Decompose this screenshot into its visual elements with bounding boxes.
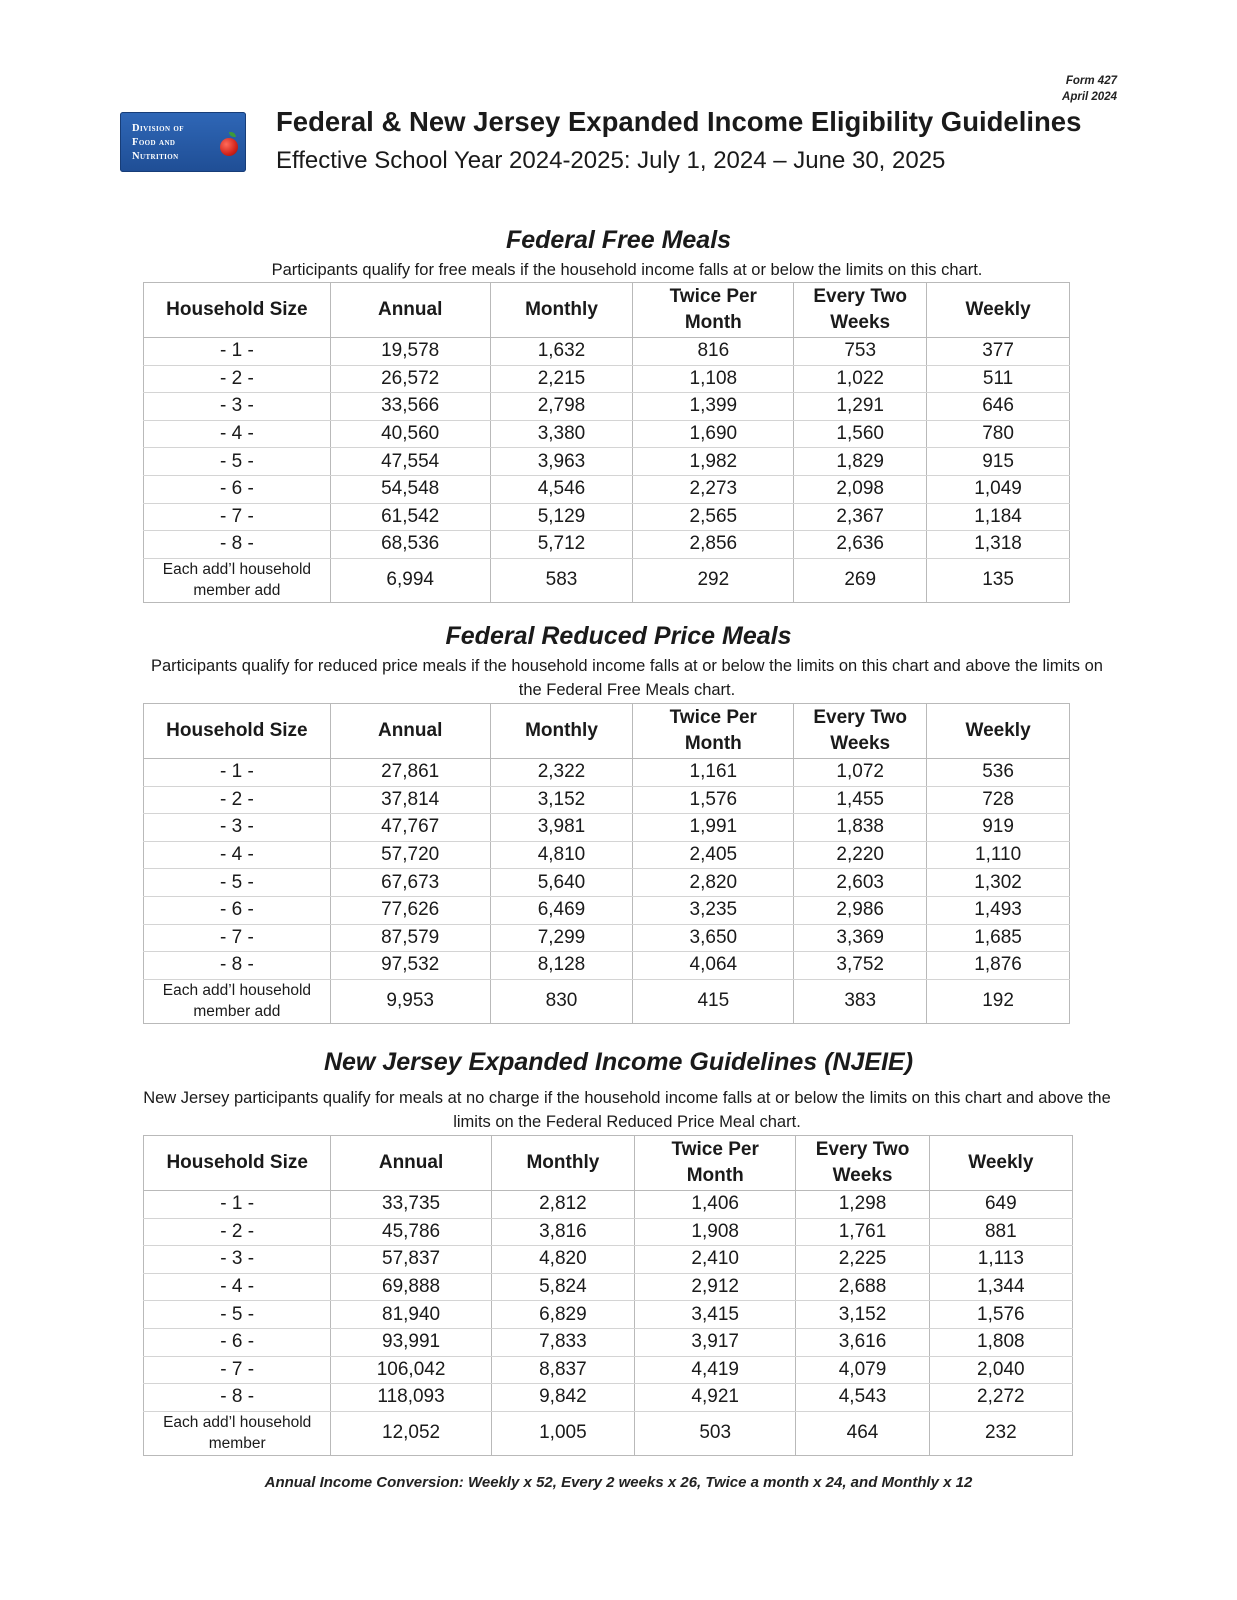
table-cell: 728	[927, 786, 1070, 814]
section-description-free-meals: Participants qualify for free meals if the household income falls at or below the limits on this chart.	[271, 261, 983, 279]
table-row	[144, 1246, 1073, 1274]
table-cell: 1,761	[796, 1218, 929, 1246]
column-header: Every Two Weeks	[794, 704, 927, 759]
table-cell: 464	[796, 1411, 929, 1455]
table-row	[144, 1384, 1073, 1412]
table-cell: - 8 -	[144, 531, 331, 559]
table-cell: 4,921	[635, 1384, 796, 1412]
table-cell: - 8 -	[144, 1384, 331, 1412]
table-cell: 1,406	[635, 1191, 796, 1219]
table-cell: 2,410	[635, 1246, 796, 1274]
table-cell: 2,688	[796, 1273, 929, 1301]
table-cell: 1,072	[794, 759, 927, 787]
table-cell: 1,302	[927, 869, 1070, 897]
table-row	[144, 448, 1070, 476]
table-cell: 649	[929, 1191, 1072, 1219]
table-cell: 77,626	[330, 896, 490, 924]
column-header: Annual	[330, 704, 490, 759]
form-number: Form 427	[1065, 75, 1117, 87]
table-cell: 4,546	[490, 475, 633, 503]
table-cell: 583	[490, 558, 633, 602]
table-cell: - 1 -	[144, 338, 331, 366]
table-cell: 1,690	[633, 420, 794, 448]
additional-member-label: Each add’l household member add	[144, 558, 331, 602]
column-header: Annual	[331, 1136, 491, 1191]
table-cell: - 6 -	[144, 475, 331, 503]
table-cell: 57,720	[330, 841, 490, 869]
table-cell: 9,842	[491, 1384, 634, 1412]
table-cell: 2,040	[929, 1356, 1072, 1384]
table-cell: 1,113	[929, 1246, 1072, 1274]
table-cell: 415	[633, 979, 794, 1023]
table-cell: 2,565	[633, 503, 794, 531]
free-meals-table	[143, 282, 1070, 603]
table-cell: - 1 -	[144, 1191, 331, 1219]
apple-leaf-icon	[229, 132, 236, 137]
table-cell: 2,220	[794, 841, 927, 869]
table-cell: 2,098	[794, 475, 927, 503]
table-row	[144, 1328, 1073, 1356]
table-row	[144, 841, 1070, 869]
table-cell: 1,161	[633, 759, 794, 787]
table-cell: - 5 -	[144, 1301, 331, 1329]
table-cell: 2,820	[633, 869, 794, 897]
table-cell: 232	[929, 1411, 1072, 1455]
table-cell: 383	[794, 979, 927, 1023]
table-cell: 2,812	[491, 1191, 634, 1219]
table-cell: 2,272	[929, 1384, 1072, 1412]
table-cell: 3,816	[491, 1218, 634, 1246]
table-cell: 1,991	[633, 814, 794, 842]
table-cell: 47,767	[330, 814, 490, 842]
table-cell: 81,940	[331, 1301, 491, 1329]
table-cell: - 5 -	[144, 448, 331, 476]
column-header: Monthly	[490, 283, 633, 338]
table-cell: - 4 -	[144, 1273, 331, 1301]
form-info	[1062, 73, 1117, 105]
table-cell: 192	[927, 979, 1070, 1023]
table-cell: 1,344	[929, 1273, 1072, 1301]
table-cell: 2,912	[635, 1273, 796, 1301]
table-header-row	[144, 704, 1070, 759]
table-cell: 2,603	[794, 869, 927, 897]
form-date: April 2024	[1062, 91, 1117, 103]
table-cell: 4,810	[490, 841, 633, 869]
table-row	[144, 1218, 1073, 1246]
table-row	[144, 1273, 1073, 1301]
table-cell: - 2 -	[144, 365, 331, 393]
table-cell: 2,986	[794, 896, 927, 924]
table-cell: 511	[927, 365, 1070, 393]
table-cell: 5,640	[490, 869, 633, 897]
table-row	[144, 475, 1070, 503]
table-cell: 1,560	[794, 420, 927, 448]
table-cell: 2,225	[796, 1246, 929, 1274]
table-cell: - 1 -	[144, 759, 331, 787]
table-cell: 19,578	[330, 338, 490, 366]
table-cell: - 4 -	[144, 841, 331, 869]
table-cell: 3,415	[635, 1301, 796, 1329]
division-logo	[120, 112, 246, 172]
table-cell: 4,543	[796, 1384, 929, 1412]
table-cell: 1,184	[927, 503, 1070, 531]
page-title: Federal & New Jersey Expanded Income Eligibility Guidelines	[276, 106, 1082, 137]
table-row	[144, 338, 1070, 366]
table-cell: 3,917	[635, 1328, 796, 1356]
section-title-reduced-price-meals: Federal Reduced Price Meals	[445, 622, 792, 650]
table-cell: 47,554	[330, 448, 490, 476]
table-cell: 93,991	[331, 1328, 491, 1356]
table-cell: 1,049	[927, 475, 1070, 503]
table-cell: 5,824	[491, 1273, 634, 1301]
table-cell: 1,685	[927, 924, 1070, 952]
table-cell: - 4 -	[144, 420, 331, 448]
table-header-row	[144, 283, 1070, 338]
table-row	[144, 531, 1070, 559]
table-cell: 97,532	[330, 952, 490, 980]
table-cell: - 3 -	[144, 393, 331, 421]
column-header: Household Size	[144, 1136, 331, 1191]
table-row	[144, 786, 1070, 814]
table-cell: 919	[927, 814, 1070, 842]
table-cell: 37,814	[330, 786, 490, 814]
table-cell: 2,273	[633, 475, 794, 503]
table-cell: 1,493	[927, 896, 1070, 924]
table-cell: 753	[794, 338, 927, 366]
table-cell: - 6 -	[144, 896, 331, 924]
table-cell: 3,380	[490, 420, 633, 448]
annual-income-conversion-note: Annual Income Conversion: Weekly x 52, Every 2 weeks x 26, Twice a month x 24, and Monthly x 12	[264, 1474, 973, 1491]
table-cell: 1,876	[927, 952, 1070, 980]
column-header: Twice Per Month	[635, 1136, 796, 1191]
table-row	[144, 503, 1070, 531]
additional-member-label: Each add’l household member add	[144, 979, 331, 1023]
table-cell: 3,235	[633, 896, 794, 924]
table-cell: 5,712	[490, 531, 633, 559]
table-cell: 1,298	[796, 1191, 929, 1219]
table-cell: 33,566	[330, 393, 490, 421]
table-cell: 780	[927, 420, 1070, 448]
table-row	[144, 1301, 1073, 1329]
table-cell: 5,129	[490, 503, 633, 531]
table-row	[144, 924, 1070, 952]
table-cell: 1,318	[927, 531, 1070, 559]
table-cell: 1,576	[633, 786, 794, 814]
table-cell: 2,322	[490, 759, 633, 787]
table-cell: 61,542	[330, 503, 490, 531]
table-cell: - 7 -	[144, 1356, 331, 1384]
table-cell: 2,405	[633, 841, 794, 869]
table-cell: 3,152	[490, 786, 633, 814]
table-cell: 1,005	[491, 1411, 634, 1455]
table-cell: 118,093	[331, 1384, 491, 1412]
table-cell: 1,808	[929, 1328, 1072, 1356]
table-cell: - 2 -	[144, 1218, 331, 1246]
table-cell: 377	[927, 338, 1070, 366]
table-cell: 3,752	[794, 952, 927, 980]
table-cell: 135	[927, 558, 1070, 602]
additional-member-row	[144, 979, 1070, 1023]
column-header: Every Two Weeks	[796, 1136, 929, 1191]
column-header: Twice Per Month	[633, 704, 794, 759]
table-cell: 4,079	[796, 1356, 929, 1384]
table-row	[144, 1356, 1073, 1384]
table-row	[144, 759, 1070, 787]
column-header: Weekly	[927, 704, 1070, 759]
njeie-table	[143, 1135, 1073, 1456]
table-cell: 1,908	[635, 1218, 796, 1246]
table-cell: 4,419	[635, 1356, 796, 1384]
table-cell: 3,369	[794, 924, 927, 952]
table-cell: 2,636	[794, 531, 927, 559]
page-subtitle: Effective School Year 2024-2025: July 1, 2024 – June 30, 2025	[276, 147, 946, 174]
table-cell: 4,820	[491, 1246, 634, 1274]
table-cell: 6,469	[490, 896, 633, 924]
column-header: Monthly	[490, 704, 633, 759]
table-cell: 67,673	[330, 869, 490, 897]
column-header: Twice Per Month	[633, 283, 794, 338]
table-cell: 3,963	[490, 448, 633, 476]
table-cell: 1,838	[794, 814, 927, 842]
table-cell: 27,861	[330, 759, 490, 787]
table-cell: 1,982	[633, 448, 794, 476]
table-cell: 269	[794, 558, 927, 602]
additional-member-label: Each add’l household member	[144, 1411, 331, 1455]
table-cell: - 7 -	[144, 924, 331, 952]
table-cell: 830	[490, 979, 633, 1023]
table-header-row	[144, 1136, 1073, 1191]
table-cell: - 8 -	[144, 952, 331, 980]
table-row	[144, 814, 1070, 842]
table-cell: 1,022	[794, 365, 927, 393]
table-cell: 9,953	[330, 979, 490, 1023]
table-cell: 26,572	[330, 365, 490, 393]
table-cell: - 2 -	[144, 786, 331, 814]
section-title-njeie: New Jersey Expanded Income Guidelines (NJEIE)	[323, 1048, 914, 1076]
table-cell: 40,560	[330, 420, 490, 448]
table-cell: 7,299	[490, 924, 633, 952]
table-cell: 1,399	[633, 393, 794, 421]
column-header: Monthly	[491, 1136, 634, 1191]
apple-icon	[220, 138, 238, 156]
table-cell: 45,786	[331, 1218, 491, 1246]
table-cell: 1,455	[794, 786, 927, 814]
table-cell: 54,548	[330, 475, 490, 503]
table-row	[144, 420, 1070, 448]
table-row	[144, 896, 1070, 924]
table-cell: 12,052	[331, 1411, 491, 1455]
column-header: Household Size	[144, 704, 331, 759]
table-cell: 3,650	[633, 924, 794, 952]
table-cell: 292	[633, 558, 794, 602]
table-cell: - 7 -	[144, 503, 331, 531]
table-cell: 3,616	[796, 1328, 929, 1356]
column-header: Every Two Weeks	[794, 283, 927, 338]
table-cell: 8,837	[491, 1356, 634, 1384]
table-cell: - 6 -	[144, 1328, 331, 1356]
logo-text: Division of Food and Nutrition	[132, 123, 184, 162]
table-cell: 33,735	[331, 1191, 491, 1219]
table-cell: 2,856	[633, 531, 794, 559]
table-cell: 2,798	[490, 393, 633, 421]
table-cell: 6,994	[330, 558, 490, 602]
section-title-free-meals: Federal Free Meals	[505, 226, 732, 254]
table-row	[144, 869, 1070, 897]
column-header: Household Size	[144, 283, 331, 338]
table-cell: 881	[929, 1218, 1072, 1246]
table-cell: 6,829	[491, 1301, 634, 1329]
section-description-njeie: New Jersey participants qualify for meals at no charge if the household income falls at or below the limits on this chart and above the limits on the Federal Reduced Price Meal chart.	[143, 1089, 1111, 1131]
table-cell: 1,632	[490, 338, 633, 366]
table-cell: 57,837	[331, 1246, 491, 1274]
table-cell: 69,888	[331, 1273, 491, 1301]
table-cell: 1,291	[794, 393, 927, 421]
table-row	[144, 393, 1070, 421]
table-cell: 3,152	[796, 1301, 929, 1329]
table-cell: 3,981	[490, 814, 633, 842]
table-row	[144, 952, 1070, 980]
table-cell: - 3 -	[144, 1246, 331, 1274]
table-cell: 8,128	[490, 952, 633, 980]
table-cell: 1,829	[794, 448, 927, 476]
table-cell: - 5 -	[144, 869, 331, 897]
table-cell: 106,042	[331, 1356, 491, 1384]
column-header: Annual	[330, 283, 490, 338]
table-row	[144, 365, 1070, 393]
column-header: Weekly	[927, 283, 1070, 338]
table-row	[144, 1191, 1073, 1219]
table-cell: 2,367	[794, 503, 927, 531]
table-cell: 646	[927, 393, 1070, 421]
table-cell: 7,833	[491, 1328, 634, 1356]
table-cell: 536	[927, 759, 1070, 787]
table-cell: 1,108	[633, 365, 794, 393]
additional-member-row	[144, 1411, 1073, 1455]
section-description-reduced-price-meals: Participants qualify for reduced price meals if the household income falls at or below the limits on this chart and above the limits on the Federal Free Meals chart.	[151, 657, 1103, 699]
table-cell: 1,110	[927, 841, 1070, 869]
table-cell: 68,536	[330, 531, 490, 559]
table-cell: 2,215	[490, 365, 633, 393]
table-cell: 503	[635, 1411, 796, 1455]
table-cell: 4,064	[633, 952, 794, 980]
table-cell: - 3 -	[144, 814, 331, 842]
column-header: Weekly	[929, 1136, 1072, 1191]
table-cell: 87,579	[330, 924, 490, 952]
table-cell: 816	[633, 338, 794, 366]
table-cell: 1,576	[929, 1301, 1072, 1329]
additional-member-row	[144, 558, 1070, 602]
table-cell: 915	[927, 448, 1070, 476]
reduced-price-meals-table	[143, 703, 1070, 1024]
